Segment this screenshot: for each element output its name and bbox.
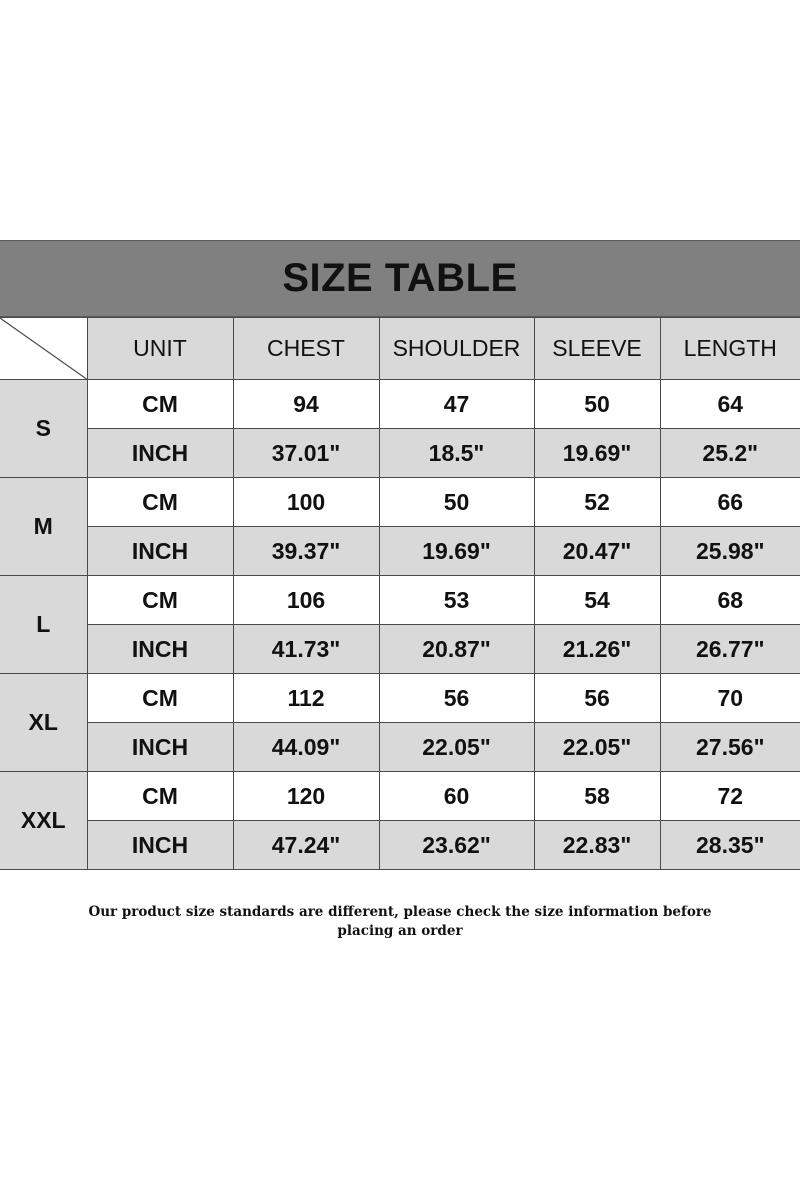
length-cell: 64: [660, 380, 800, 429]
shoulder-cell: 18.5": [379, 429, 534, 478]
table-row: [0, 429, 800, 478]
size-table-title-bar: [0, 240, 800, 317]
size-chart: [0, 240, 800, 870]
shoulder-cell: 56: [379, 674, 534, 723]
unit-cell: CM: [87, 380, 233, 429]
table-row: [0, 625, 800, 674]
chest-cell: 39.37": [233, 527, 379, 576]
size-label-m: M: [0, 478, 87, 576]
shoulder-cell: 47: [379, 380, 534, 429]
shoulder-cell: 23.62": [379, 821, 534, 870]
chest-cell: 44.09": [233, 723, 379, 772]
table-row: [0, 478, 800, 527]
table-row: [0, 821, 800, 870]
table-row: [0, 527, 800, 576]
size-table-title: SIZE TABLE: [282, 256, 518, 300]
sleeve-cell: 52: [534, 478, 660, 527]
length-cell: 27.56": [660, 723, 800, 772]
sleeve-cell: 56: [534, 674, 660, 723]
shoulder-cell: 53: [379, 576, 534, 625]
table-row: [0, 772, 800, 821]
chest-cell: 100: [233, 478, 379, 527]
unit-cell: CM: [87, 576, 233, 625]
chest-cell: 112: [233, 674, 379, 723]
table-row: [0, 723, 800, 772]
length-cell: 68: [660, 576, 800, 625]
length-cell: 26.77": [660, 625, 800, 674]
length-cell: 66: [660, 478, 800, 527]
length-cell: 70: [660, 674, 800, 723]
sleeve-cell: 58: [534, 772, 660, 821]
header-chest: CHEST: [233, 318, 379, 380]
size-table: [0, 317, 800, 870]
unit-cell: INCH: [87, 821, 233, 870]
chest-cell: 106: [233, 576, 379, 625]
unit-cell: INCH: [87, 625, 233, 674]
unit-cell: CM: [87, 772, 233, 821]
unit-cell: INCH: [87, 429, 233, 478]
header-sleeve: SLEEVE: [534, 318, 660, 380]
chest-cell: 94: [233, 380, 379, 429]
header-unit: UNIT: [87, 318, 233, 380]
header-row: [0, 318, 800, 380]
chest-cell: 47.24": [233, 821, 379, 870]
unit-cell: CM: [87, 478, 233, 527]
sleeve-cell: 22.83": [534, 821, 660, 870]
length-cell: 28.35": [660, 821, 800, 870]
note-line-1: Our product size standards are different, please check the size information before: [88, 904, 712, 920]
shoulder-cell: 19.69": [379, 527, 534, 576]
size-label-s: S: [0, 380, 87, 478]
sleeve-cell: 50: [534, 380, 660, 429]
chest-cell: 120: [233, 772, 379, 821]
diagonal-line-icon: [0, 318, 87, 379]
size-label-l: L: [0, 576, 87, 674]
chest-cell: 37.01": [233, 429, 379, 478]
shoulder-cell: 20.87": [379, 625, 534, 674]
chest-cell: 41.73": [233, 625, 379, 674]
shoulder-cell: 22.05": [379, 723, 534, 772]
length-cell: 72: [660, 772, 800, 821]
size-disclaimer-note: [0, 903, 800, 941]
table-row: [0, 576, 800, 625]
length-cell: 25.2": [660, 429, 800, 478]
header-length: LENGTH: [660, 318, 800, 380]
unit-cell: INCH: [87, 527, 233, 576]
note-line-2: placing an order: [337, 923, 463, 939]
unit-cell: INCH: [87, 723, 233, 772]
table-row: [0, 674, 800, 723]
corner-diagonal-cell: [0, 318, 87, 380]
shoulder-cell: 50: [379, 478, 534, 527]
shoulder-cell: 60: [379, 772, 534, 821]
length-cell: 25.98": [660, 527, 800, 576]
sleeve-cell: 21.26": [534, 625, 660, 674]
sleeve-cell: 54: [534, 576, 660, 625]
table-row: [0, 380, 800, 429]
size-label-xl: XL: [0, 674, 87, 772]
unit-cell: CM: [87, 674, 233, 723]
size-label-xxl: XXL: [0, 772, 87, 870]
sleeve-cell: 22.05": [534, 723, 660, 772]
sleeve-cell: 19.69": [534, 429, 660, 478]
sleeve-cell: 20.47": [534, 527, 660, 576]
header-shoulder: SHOULDER: [379, 318, 534, 380]
